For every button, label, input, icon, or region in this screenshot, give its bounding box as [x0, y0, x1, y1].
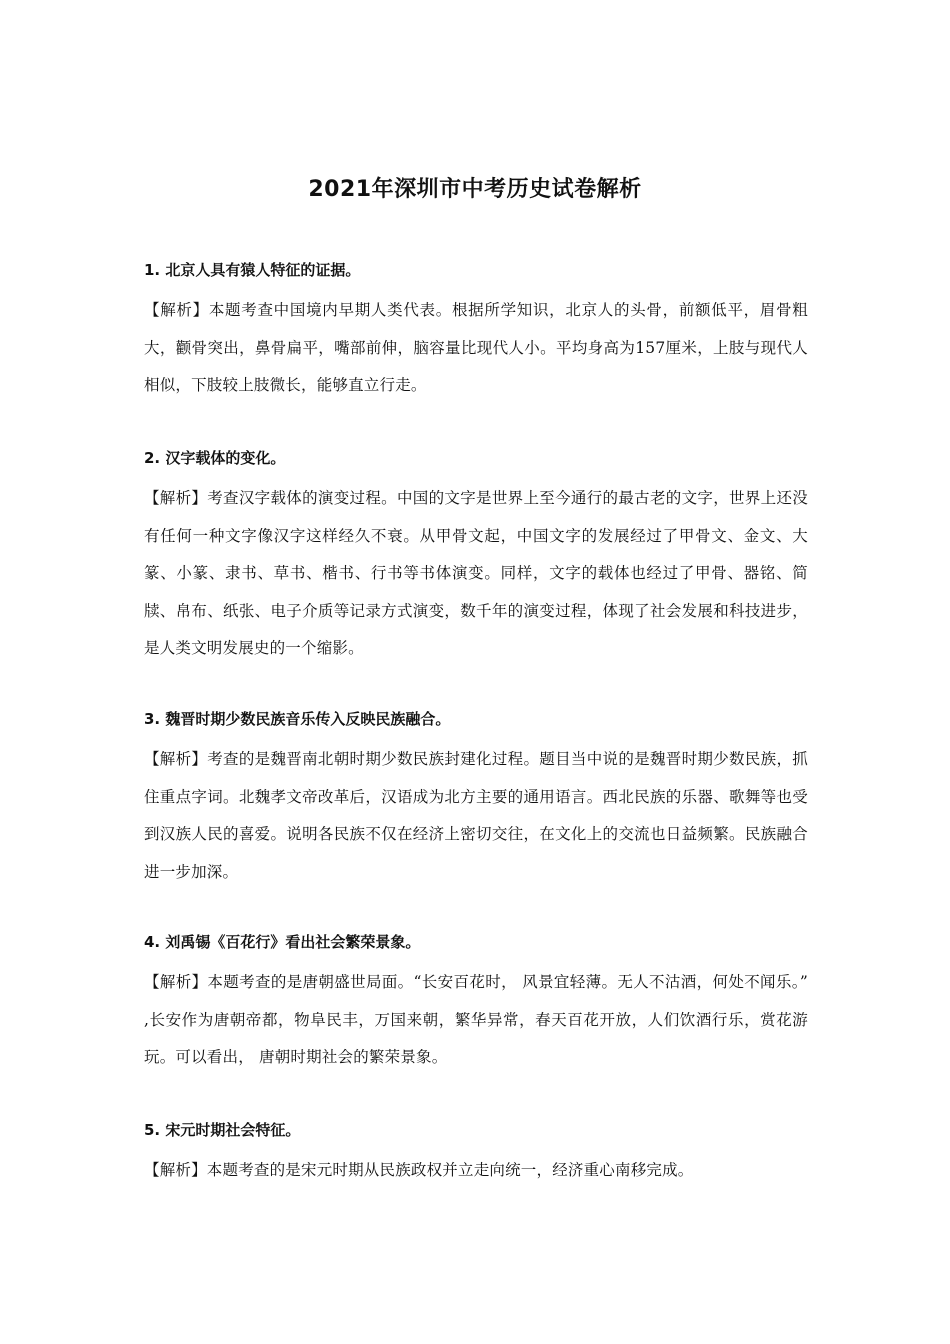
question-1-heading: 1. 北京人具有猿人特征的证据。 [144, 261, 361, 279]
question-2 [144, 446, 808, 668]
question-4-heading: 4. 刘禹锡《百花行》看出社会繁荣景象。 [144, 933, 421, 951]
question-3-analysis: 【解析】考查的是魏晋南北朝时期少数民族封建化过程。题目当中说的是魏晋时期少数民族，抓住重点字词。北魏孝文帝改革后，汉语成为北方主要的通用语言。西北民族的乐器、歌舞等也受到汉族人民的喜爱。说明各民族不仅在经济上密切交往，在文化上的交流也日益频繁。民族融合进一步加深。 [144, 750, 808, 881]
question-2-analysis: 【解析】考查汉字载体的演变过程。中国的文字是世界上至今通行的最古老的文字，世界上还没有任何一种文字像汉字这样经久不衰。从甲骨文起，中国文字的发展经过了甲骨文、金文、大篆、小篆、隶书、草书、楷书、行书等书体演变。同样，文字的载体也经过了甲骨、器铭、简牍、帛布、纸张、电子介质等记录方式演变，数千年的演变过程，体现了社会发展和科技进步，是人类文明发展史的一个缩影。 [144, 489, 808, 657]
page-title: 2021年深圳市中考历史试卷解析 [308, 177, 642, 202]
question-3-heading: 3. 魏晋时期少数民族音乐传入反映民族融合。 [144, 710, 451, 728]
question-1-analysis: 【解析】本题考查中国境内早期人类代表。根据所学知识，北京人的头骨，前额低平，眉骨粗大，颧骨突出，鼻骨扁平，嘴部前伸，脑容量比现代人小。平均身高为157厘米，上肢与现代人相似，下肢较上肢微长，能够直立行走。 [144, 301, 808, 394]
question-5-heading: 5. 宋元时期社会特征。 [144, 1121, 301, 1139]
question-1 [144, 258, 808, 405]
question-2-heading: 2. 汉字载体的变化。 [144, 449, 286, 467]
question-3 [144, 707, 808, 891]
question-5-analysis: 【解析】本题考查的是宋元时期从民族政权并立走向统一，经济重心南移完成。 [144, 1161, 694, 1179]
question-4-analysis: 【解析】本题考查的是唐朝盛世局面。“长安百花时， 风景宜轻薄。无人不沽酒，何处不闻乐。” ,长安作为唐朝帝都，物阜民丰，万国来朝，繁华异常，春天百花开放，人们饮酒行乐，赏花游玩。可以看出， 唐朝时期社会的繁荣景象。 [144, 973, 808, 1066]
question-5 [144, 1118, 808, 1190]
question-4 [144, 930, 808, 1077]
